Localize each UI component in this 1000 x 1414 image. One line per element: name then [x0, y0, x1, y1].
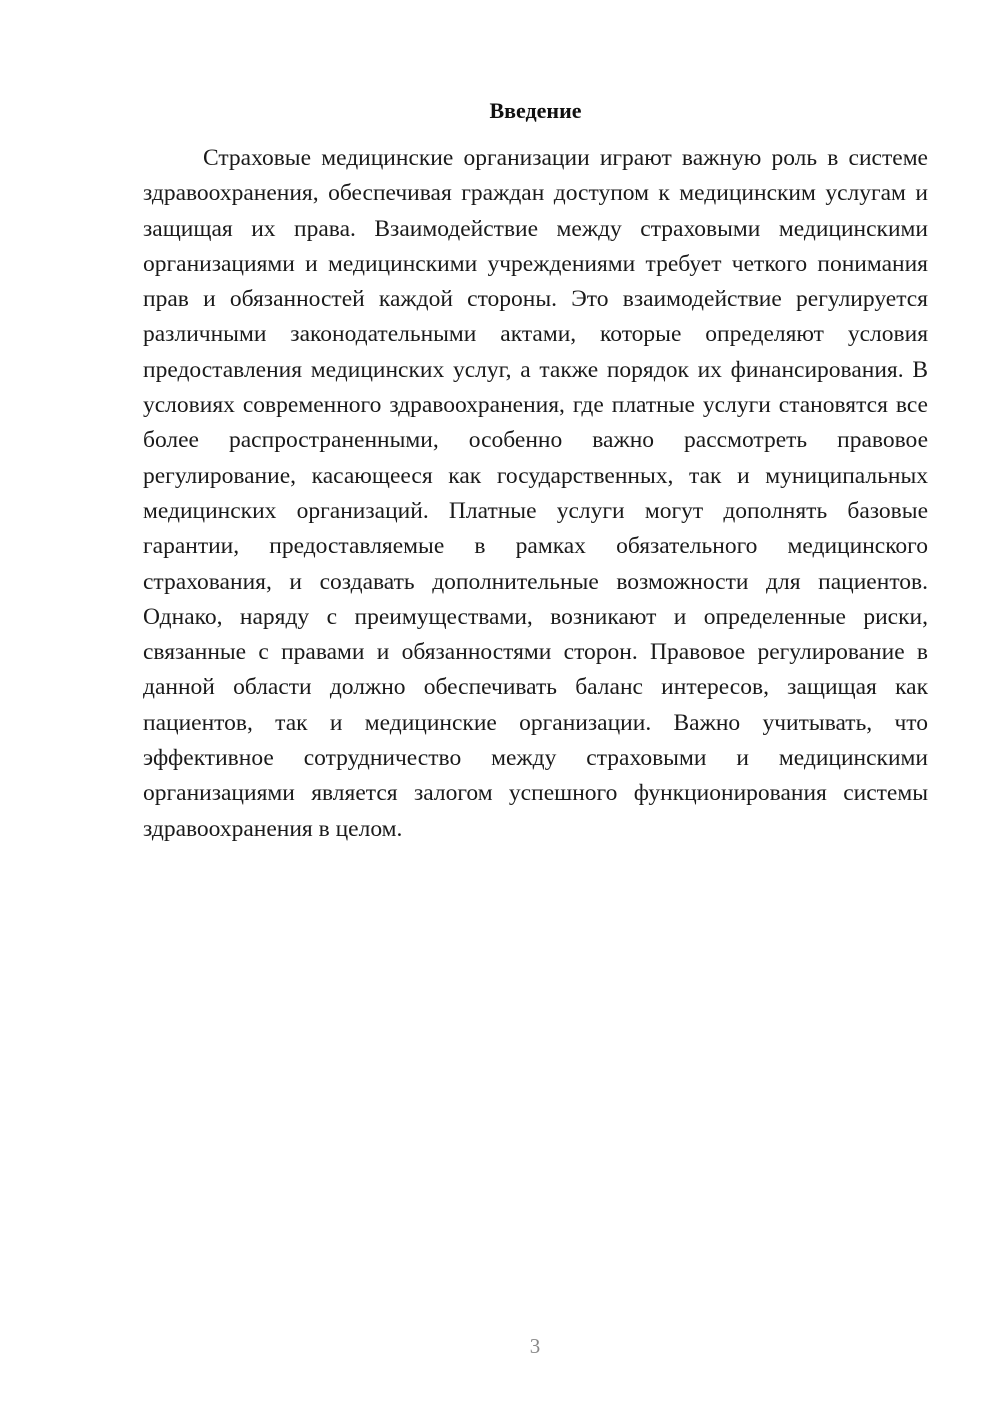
section-heading: Введение [489, 98, 582, 123]
page-number: 3 [529, 1334, 541, 1358]
body-paragraph: Страховые медицинские организации играют важную роль в системе здравоохранения, обеспечивая граждан доступом к медицинским услугам и защищая их права. Взаимодействие между страховыми медицинскими организациями и медицинскими учреждениями требует четкого понимания прав и обязанностей каждой стороны. Это взаимодействие регулируется различными законодательными актами, которые определяют условия предоставления медицинских услуг, а также порядок их финансирования. В условиях современного здравоохранения, где платные услуги становятся все более распространенными, особенно важно рассмотреть правовое регулирование, касающееся как государственных, так и муниципальных медицинских организаций. Платные услуги могут дополнять базовые гарантии, предоставляемые в рамках обязательного медицинского страхования, и создавать дополнительные возможности для пациентов. Однако, наряду с преимуществами, возникают и определенные риски, связанные с правами и обязанностями сторон. Правовое регулирование в данной области должно обеспечивать баланс интересов, защищая как пациентов, так и медицинские организации. Важно учитывать, что эффективное сотрудничество между страховыми и медицинскими организациями является залогом успешного функционирования системы здравоохранения в целом. [143, 145, 928, 842]
